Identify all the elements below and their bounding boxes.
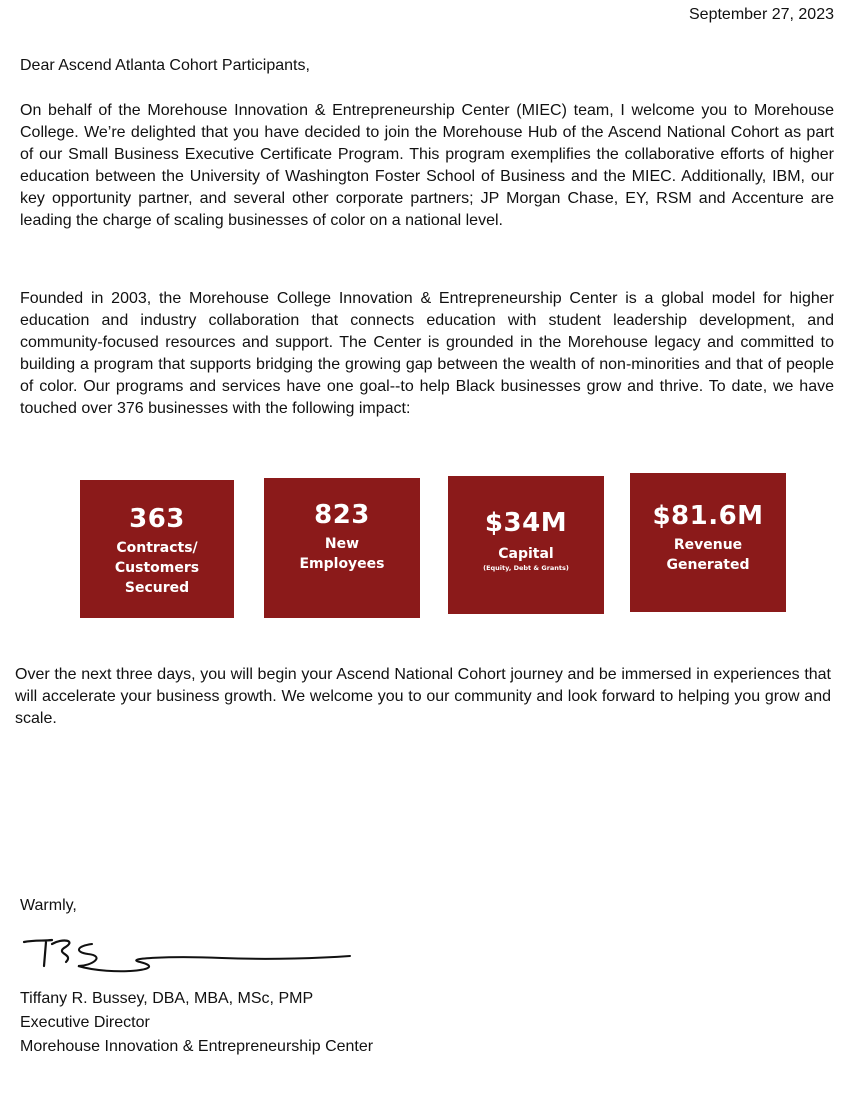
closing-paragraph: Over the next three days, you will begin your Ascend National Cohort journey and be immersed in experiences that will accelerate your business growth. We welcome you to our community and look forward to helping you grow and scale.: [15, 666, 831, 727]
stat-box-contracts: [80, 480, 234, 618]
stat-box-revenue: [630, 473, 786, 612]
stat-sublabel: (Equity, Debt & Grants): [483, 564, 569, 572]
closing-word: Warmly,: [20, 897, 77, 914]
letter-date: September 27, 2023: [689, 6, 834, 23]
signer-title: Executive Director: [20, 1014, 150, 1031]
stat-value: 363: [129, 504, 185, 534]
signature-image: [22, 936, 352, 986]
signer-organization: Morehouse Innovation & Entrepreneurship Center: [20, 1038, 374, 1055]
stat-box-capital: [448, 476, 604, 614]
stat-label: Capital: [498, 546, 554, 562]
stat-label: Contracts/ Customers Secured: [114, 540, 200, 596]
salutation: Dear Ascend Atlanta Cohort Participants,: [20, 57, 310, 74]
stat-label: New Employees: [299, 536, 385, 572]
stat-value: $34M: [484, 508, 568, 538]
about-paragraph: Founded in 2003, the Morehouse College Innovation & Entrepreneurship Center is a global model for higher education and industry collaboration that connects education with student leadership development, and community-focused resources and support. The Center is grounded in the Morehouse legacy and committed to building a program that supports bridging the growing gap between the wealth of non-minorities and that of people of color. Our programs and services have one goal--to help Black businesses grow and thrive. To date, we have touched over 376 businesses with the following impact:: [20, 290, 834, 417]
stat-value: $81.6M: [652, 501, 764, 531]
welcome-paragraph: On behalf of the Morehouse Innovation & Entrepreneurship Center (MIEC) team, I welcome you to Morehouse College. We’re delighted that you have decided to join the Morehouse Hub of the Ascend National Cohort as part of our Small Business Executive Certificate Program. This program exemplifies the collaborative efforts of higher education between the University of Washington Foster School of Business and the MIEC. Additionally, IBM, our key opportunity partner, and several other corporate partners; JP Morgan Chase, EY, RSM and Accenture are leading the charge of scaling businesses of color on a national level.: [20, 102, 834, 229]
signer-name: Tiffany R. Bussey, DBA, MBA, MSc, PMP: [20, 990, 314, 1007]
stat-label: Revenue Generated: [666, 537, 750, 573]
stat-value: 823: [314, 500, 370, 530]
stat-box-employees: [264, 478, 420, 618]
